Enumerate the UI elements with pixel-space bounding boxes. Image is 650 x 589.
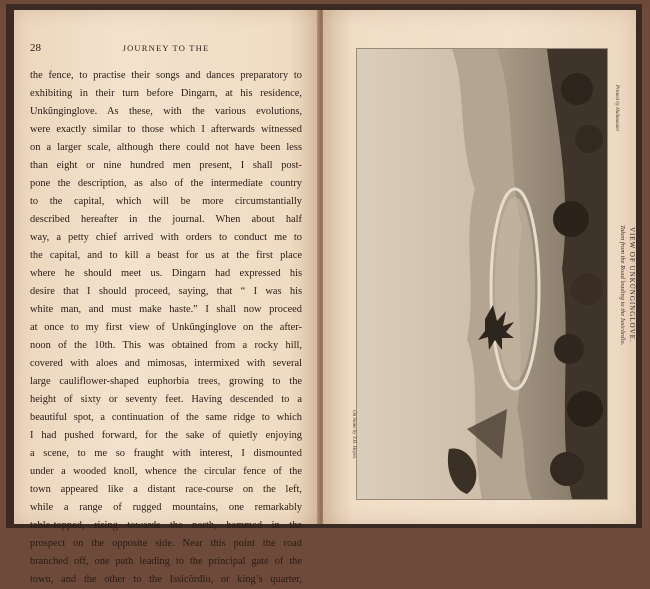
page-header (30, 42, 302, 56)
plate-subtitle: Taken from the Road leading to the Issicŏrdlo. (619, 224, 626, 346)
text-line: were exactly similar to those which I afterwards witnessed (30, 124, 302, 135)
text-line: branched off, one path leading to the principal gate of the (30, 556, 302, 567)
text-line: white man, and must make haste.” I shall now proceed (30, 304, 302, 315)
running-head: JOURNEY TO THE (122, 43, 210, 53)
text-line: table-topped, rising towards the north, hemmed in the (30, 520, 302, 531)
text-line: at once to my first view of Unkũnginglove on the after- (30, 322, 302, 333)
text-line: the fence, to practise their songs and dances preparatory to (30, 70, 302, 81)
text-line: large cauliflower-shaped euphorbia trees, growing to the (30, 376, 302, 387)
text-line: town, and the other to the Issicŏrdlo, or king’s quarter, (30, 574, 302, 585)
text-line: beautiful spot, a continuation of the same ridge to which (30, 412, 302, 423)
text-line: prospect on the opposite side. Near this point the road (30, 538, 302, 549)
body-text (30, 67, 302, 589)
text-line: Unkũnginglove. As these, with the various evolutions, (30, 106, 302, 117)
artist-credit: On Stone by T.H. Hayes. (351, 410, 356, 460)
text-line: noon of the 10th. This was obtained from a rocky hill, (30, 340, 302, 351)
text-line: pone the description, as also of the intermediate country (30, 178, 302, 189)
text-line: height of sixty or seventy feet. Having descended to a (30, 394, 302, 405)
text-line: I had pushed forward, for the sake of quietly enjoying (30, 430, 302, 441)
text-line: under a wooded knoll, whence the circular fence of the (30, 466, 302, 477)
text-line: where he should meet us. Dingarn had expressed his (30, 268, 302, 279)
text-line: way, a petty chief arrived with orders to conduct me to (30, 232, 302, 243)
text-line: a scene, to me so fraught with interest, I dismounted (30, 448, 302, 459)
lithograph-plate (356, 48, 608, 500)
printer-credit: Printed by Hullmandel (614, 85, 619, 131)
landscape-illustration (357, 49, 607, 499)
text-line: than eight or nine hundred men present, I shall post- (30, 160, 302, 171)
text-line: described hereafter in the journal. When about half (30, 214, 302, 225)
text-line: while a range of rugged mountains, one remarkably (30, 502, 302, 513)
text-line: exhibiting in their turn before Dingarn, at his residence, (30, 88, 302, 99)
page-number: 28 (30, 42, 41, 54)
text-line: covered with aloes and mimosas, intermixed with several (30, 358, 302, 369)
text-line: the capital, and to kill a beast for us at the first place (30, 250, 302, 261)
text-line: on a larger scale, although there could not have been less (30, 142, 302, 153)
plate-caption (606, 200, 636, 370)
text-line: to the capital, which will be more circumstantially (30, 196, 302, 207)
text-line: desire that I should proceed, saying, that “ I was his (30, 286, 302, 297)
plate-title: VIEW OF UNKŨNGINGLOVE. (628, 227, 636, 343)
text-line: town appeared like a distant race-course on the left, (30, 484, 302, 495)
